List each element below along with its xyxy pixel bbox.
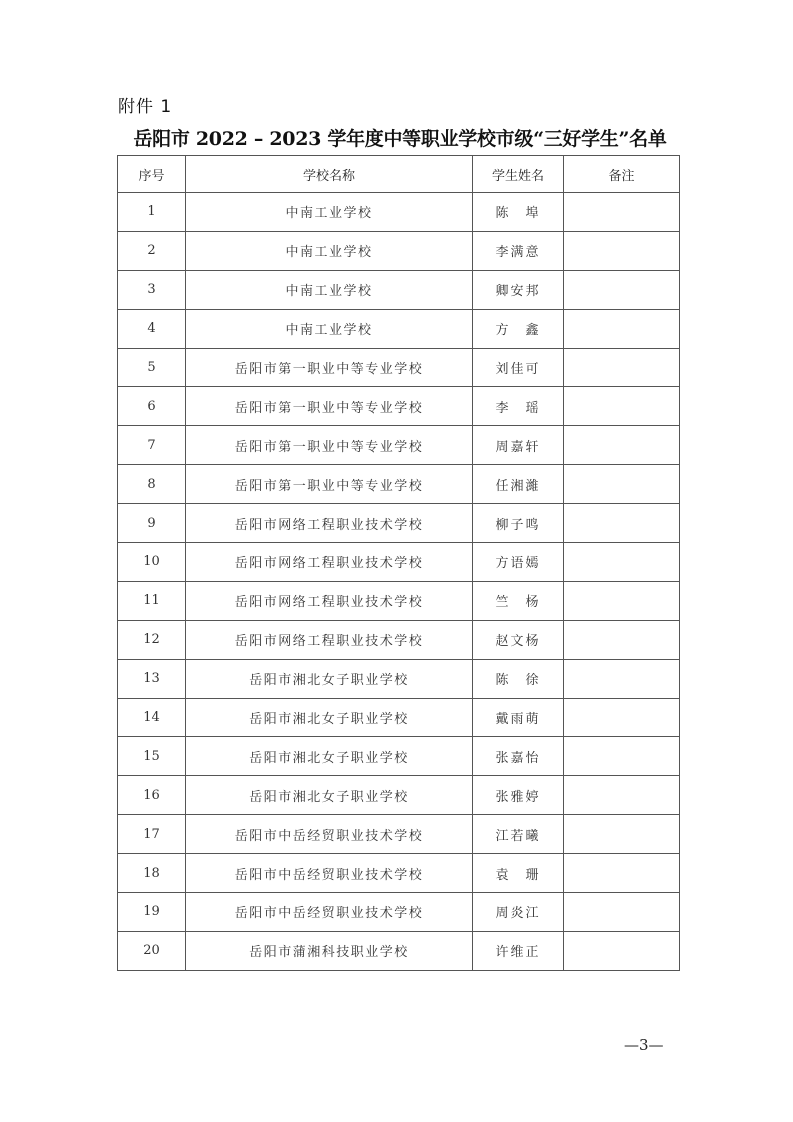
school-name-cell: 岳阳市湘北女子职业学校	[186, 776, 473, 815]
table-row	[118, 931, 680, 970]
school-name-cell: 中南工业学校	[186, 193, 473, 232]
student-name-cell: 李满意	[473, 231, 564, 270]
remark-cell	[564, 543, 680, 582]
row-number: 15	[118, 737, 186, 776]
student-name-cell: 江若曦	[473, 815, 564, 854]
attachment-label: 附件 1	[118, 97, 173, 117]
student-name-cell: 李 瑶	[473, 387, 564, 426]
remark-cell	[564, 426, 680, 465]
student-name-cell: 方语嫣	[473, 543, 564, 582]
row-number: 14	[118, 698, 186, 737]
remark-cell	[564, 659, 680, 698]
school-name-cell: 中南工业学校	[186, 309, 473, 348]
remark-cell	[564, 776, 680, 815]
school-name-cell: 中南工业学校	[186, 231, 473, 270]
student-name-cell: 陈 埠	[473, 193, 564, 232]
table-row	[118, 426, 680, 465]
table-row	[118, 776, 680, 815]
row-number: 13	[118, 659, 186, 698]
remark-cell	[564, 270, 680, 309]
student-name-cell: 赵文杨	[473, 620, 564, 659]
remark-cell	[564, 465, 680, 504]
row-number: 17	[118, 815, 186, 854]
student-name-cell: 张雅婷	[473, 776, 564, 815]
remark-cell	[564, 737, 680, 776]
school-name-cell: 岳阳市湘北女子职业学校	[186, 659, 473, 698]
school-name-cell: 中南工业学校	[186, 270, 473, 309]
remark-cell	[564, 504, 680, 543]
table-row	[118, 815, 680, 854]
table-row	[118, 465, 680, 504]
row-number: 20	[118, 931, 186, 970]
row-number: 16	[118, 776, 186, 815]
column-header-school: 学校名称	[186, 156, 473, 193]
row-number: 19	[118, 893, 186, 932]
student-list-table	[117, 155, 680, 971]
school-name-cell: 岳阳市第一职业中等专业学校	[186, 348, 473, 387]
school-name-cell: 岳阳市湘北女子职业学校	[186, 698, 473, 737]
table-row	[118, 893, 680, 932]
table-row	[118, 854, 680, 893]
table-body	[118, 193, 680, 971]
table-row	[118, 620, 680, 659]
school-name-cell: 岳阳市第一职业中等专业学校	[186, 465, 473, 504]
table-row	[118, 309, 680, 348]
school-name-cell: 岳阳市网络工程职业技术学校	[186, 620, 473, 659]
student-name-cell: 方 鑫	[473, 309, 564, 348]
school-name-cell: 岳阳市第一职业中等专业学校	[186, 387, 473, 426]
column-header-number: 序号	[118, 156, 186, 193]
row-number: 10	[118, 543, 186, 582]
school-name-cell: 岳阳市中岳经贸职业技术学校	[186, 815, 473, 854]
table-row	[118, 348, 680, 387]
table-row	[118, 387, 680, 426]
student-name-cell: 柳子鸣	[473, 504, 564, 543]
column-header-student: 学生姓名	[473, 156, 564, 193]
document-title: 岳阳市 2022 – 2023 学年度中等职业学校市级“三好学生”名单	[133, 128, 667, 150]
student-name-cell: 戴雨萌	[473, 698, 564, 737]
table-row	[118, 581, 680, 620]
remark-cell	[564, 931, 680, 970]
row-number: 12	[118, 620, 186, 659]
remark-cell	[564, 231, 680, 270]
student-name-cell: 张嘉怡	[473, 737, 564, 776]
school-name-cell: 岳阳市第一职业中等专业学校	[186, 426, 473, 465]
row-number: 4	[118, 309, 186, 348]
row-number: 1	[118, 193, 186, 232]
student-name-cell: 陈 徐	[473, 659, 564, 698]
remark-cell	[564, 620, 680, 659]
school-name-cell: 岳阳市网络工程职业技术学校	[186, 543, 473, 582]
table-row	[118, 737, 680, 776]
remark-cell	[564, 348, 680, 387]
remark-cell	[564, 193, 680, 232]
row-number: 18	[118, 854, 186, 893]
table-header-row	[118, 156, 680, 193]
row-number: 5	[118, 348, 186, 387]
remark-cell	[564, 815, 680, 854]
row-number: 9	[118, 504, 186, 543]
school-name-cell: 岳阳市中岳经贸职业技术学校	[186, 893, 473, 932]
remark-cell	[564, 581, 680, 620]
school-name-cell: 岳阳市网络工程职业技术学校	[186, 504, 473, 543]
school-name-cell: 岳阳市湘北女子职业学校	[186, 737, 473, 776]
table-row	[118, 543, 680, 582]
table-row	[118, 698, 680, 737]
student-name-cell: 许维正	[473, 931, 564, 970]
student-name-cell: 周炎江	[473, 893, 564, 932]
page-number: —3—	[624, 1036, 664, 1054]
table-row	[118, 270, 680, 309]
remark-cell	[564, 893, 680, 932]
remark-cell	[564, 698, 680, 737]
table-row	[118, 659, 680, 698]
row-number: 11	[118, 581, 186, 620]
school-name-cell: 岳阳市蒲湘科技职业学校	[186, 931, 473, 970]
remark-cell	[564, 387, 680, 426]
student-name-cell: 竺 杨	[473, 581, 564, 620]
row-number: 2	[118, 231, 186, 270]
student-name-cell: 任湘濰	[473, 465, 564, 504]
student-name-cell: 刘佳可	[473, 348, 564, 387]
student-name-cell: 袁 珊	[473, 854, 564, 893]
row-number: 3	[118, 270, 186, 309]
remark-cell	[564, 309, 680, 348]
table-row	[118, 231, 680, 270]
remark-cell	[564, 854, 680, 893]
row-number: 7	[118, 426, 186, 465]
school-name-cell: 岳阳市中岳经贸职业技术学校	[186, 854, 473, 893]
row-number: 6	[118, 387, 186, 426]
row-number: 8	[118, 465, 186, 504]
student-name-cell: 周嘉轩	[473, 426, 564, 465]
student-name-cell: 卿安邦	[473, 270, 564, 309]
table-row	[118, 193, 680, 232]
column-header-remark: 备注	[564, 156, 680, 193]
school-name-cell: 岳阳市网络工程职业技术学校	[186, 581, 473, 620]
table-row	[118, 504, 680, 543]
